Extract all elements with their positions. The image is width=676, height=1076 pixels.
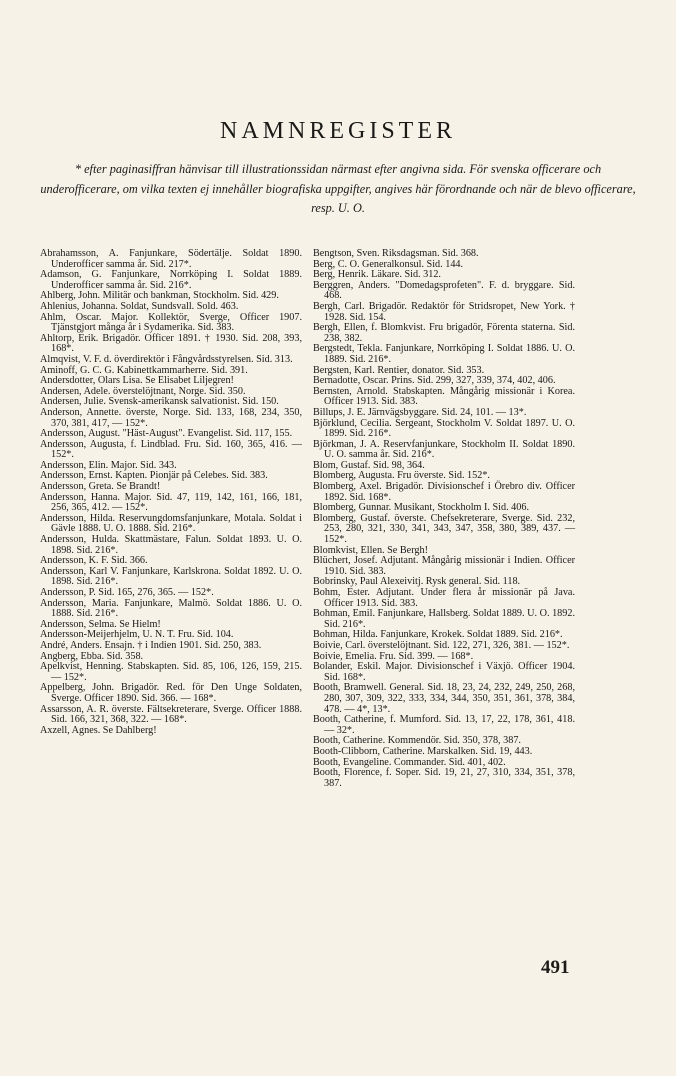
index-entry: Billups, J. E. Järnvägsbyggare. Sid. 24, 101. — 13*.	[313, 406, 527, 418]
index-entry: Bohman, Hilda. Fanjunkare, Krokek. Soldat 1889. Sid. 216*.	[313, 629, 563, 641]
index-entry: Bergsten, Karl. Rentier, donator. Sid. 353.	[313, 364, 485, 376]
index-entry: Andersson, August. "Häst-August". Evangelist. Sid. 117, 155.	[40, 428, 293, 440]
index-entry: Appelberg, John. Brigadör. Red. för Den Unge Soldaten, Sverge. Officer 1890. Sid. 366. — 168*.	[40, 682, 302, 704]
index-entry: Boivie, Emelia. Fru. Sid. 399. — 168*.	[313, 650, 474, 662]
index-entry: Andersson-Meijerhjelm, U. N. T. Fru. Sid. 104.	[40, 629, 234, 641]
index-entry: Andersson, K. F. Sid. 366.	[40, 555, 148, 567]
index-entry: Booth, Catherine. Kommendör. Sid. 350, 378, 387.	[313, 735, 521, 747]
index-entry: Bohman, Emil. Fanjunkare, Hallsberg. Soldat 1889. U. O. 1892. Sid. 216*.	[313, 608, 575, 630]
index-entry: Almqvist, V. F. d. överdirektör i Fångvårdsstyrelsen. Sid. 313.	[40, 353, 293, 365]
index-entry: Bohm, Ester. Adjutant. Under flera år missionär på Java. Officer 1913. Sid. 383.	[313, 587, 575, 609]
index-entry: Bergh, Carl. Brigadör. Redaktör för Stridsropet, New York. † 1928. Sid. 154.	[313, 300, 575, 323]
index-entry: Aminoff, G. C. G. Kabinettkammarherre. Sid. 391.	[40, 364, 248, 376]
index-entry: Booth-Clibborn, Catherine. Marskalken. Sid. 19, 443.	[313, 745, 533, 757]
index-entry: Abrahamsson, A. Fanjunkare, Södertälje. Soldat 1890. Underofficer samma år. Sid. 217*.	[40, 248, 302, 270]
index-entry: Booth, Evangeline. Commander. Sid. 401, 402.	[313, 756, 506, 768]
index-entry: Apelkvist, Henning. Stabskapten. Sid. 85, 106, 126, 159, 215. — 152*.	[40, 661, 302, 683]
index-entry: Bernsten, Arnold. Stabskapten. Mångårig missionär i Korea. Officer 1913. Sid. 383.	[313, 385, 575, 408]
index-entry: Bengtson, Sven. Riksdagsman. Sid. 368.	[313, 248, 479, 259]
index-column-right	[313, 249, 575, 789]
index-entry: Booth, Bramwell. General. Sid. 18, 23, 24, 232, 249, 250, 268, 280, 307, 309, 322, 333, 334, 344, 350, 351, 361, 378, 384, 478. — 4*, 13*.	[313, 682, 575, 715]
index-entry: Andersson, Augusta, f. Lindblad. Fru. Sid. 160, 365, 416. — 152*.	[40, 438, 302, 461]
index-entry: Bolander, Eskil. Major. Divisionschef i Växjö. Officer 1904. Sid. 168*.	[313, 661, 575, 683]
index-entry: Andersson, Elin. Major. Sid. 343.	[40, 459, 177, 471]
index-entry: Booth, Catherine, f. Mumford. Sid. 13, 17, 22, 178, 361, 418. — 32*.	[313, 714, 575, 736]
index-entry: Bergh, Ellen, f. Blomkvist. Fru brigadör, Förenta staterna. Sid. 238, 382.	[313, 322, 575, 344]
index-entry: Ahlm, Oscar. Major. Kollektör, Sverge, Officer 1907. Tjänstgjort många år i Sydamerika. Sid. 383.	[40, 311, 302, 334]
index-entry: Andersson, Greta. Se Brandt!	[40, 481, 161, 493]
page-title: NAMNREGISTER	[219, 118, 456, 144]
index-entry: Bobrinsky, Paul Alexeivitj. Rysk general. Sid. 118.	[313, 576, 521, 588]
page-number: 491	[541, 957, 570, 978]
index-entry: Ahlberg, John. Militär och bankman, Stockholm. Sid. 429.	[40, 290, 279, 302]
index-column-left	[40, 249, 302, 736]
index-entry: Björklund, Cecilia. Sergeant, Stockholm V. Soldat 1897. U. O. 1899. Sid. 216*.	[313, 417, 575, 440]
index-entry: Andersen, Julie. Svensk-amerikansk salvationist. Sid. 150.	[40, 396, 279, 408]
index-entry: Axzell, Agnes. Se Dahlberg!	[40, 724, 157, 736]
index-entry: Ahlenius, Johanna. Soldat, Sundsvall. Sold. 463.	[40, 300, 239, 312]
index-entry: Ahltorp, Erik. Brigadör. Officer 1891. † 1930. Sid. 208, 393, 168*.	[40, 332, 302, 355]
index-entry: Andersson, Karl V. Fanjunkare, Karlskrona. Soldat 1892. U. O. 1898. Sid. 216*.	[40, 565, 302, 588]
index-entry: Blomkvist, Ellen. Se Bergh!	[313, 544, 428, 556]
index-entry: Bernadotte, Oscar. Prins. Sid. 299, 327, 339, 374, 402, 406.	[313, 375, 556, 387]
index-entry: André, Anders. Ensajn. † i Indien 1901. Sid. 250, 383.	[40, 639, 262, 651]
index-entry: Assarsson, A. R. överste. Fältsekreterare, Sverge. Officer 1888. Sid. 166, 321, 368, 322. — 168*.	[40, 703, 302, 726]
index-entry: Berg, Henrik. Läkare. Sid. 312.	[313, 269, 441, 281]
index-entry: Blomberg, Gustaf. överste. Chefsekreterare, Sverge. Sid. 232, 253, 280, 321, 330, 341, 343, 347, 358, 380, 389, 437. — 152*.	[313, 512, 575, 546]
index-entry: Björkman, J. A. Reservfanjunkare, Stockholm II. Soldat 1890. U. O. samma år. Sid. 216*.	[313, 438, 575, 461]
index-entry: Andersson, Ernst. Kapten. Pionjär på Celebes. Sid. 383.	[40, 470, 268, 482]
index-entry: Blomberg, Gunnar. Musikant, Stockholm I. Sid. 406.	[313, 502, 530, 514]
index-entry: Blüchert, Josef. Adjutant. Mångårig missionär i Indien. Officer 1910. Sid. 383.	[313, 555, 575, 577]
index-entry: Berg, C. O. Generalkonsul. Sid. 144.	[313, 258, 464, 270]
index-entry: Andersdotter, Olars Lisa. Se Elisabet Liljegren!	[40, 375, 234, 387]
index-entry: Andersson, Hanna. Major. Sid. 47, 119, 142, 161, 166, 181, 256, 365, 412. — 152*.	[40, 491, 302, 514]
index-entry: Angberg, Ebba. Sid. 358.	[40, 650, 144, 662]
index-entry: Berggren, Anders. "Domedagsprofeten". F. d. bryggare. Sid. 468.	[313, 279, 575, 302]
index-entry: Boivie, Carl. överstelöjtnant. Sid. 122, 271, 326, 381. — 152*.	[313, 639, 570, 651]
index-entry: Booth, Florence, f. Soper. Sid. 19, 21, 27, 310, 334, 351, 378, 387.	[313, 767, 575, 789]
index-entry: Blomberg, Axel. Brigadör. Divisionschef i Örebro div. Officer 1892. Sid. 168*.	[313, 481, 575, 503]
index-entry: Blom, Gustaf. Sid. 98, 364.	[313, 459, 425, 471]
index-entry: Bergstedt, Tekla. Fanjunkare, Norrköping I. Soldat 1886. U. O. 1889. Sid. 216*.	[313, 343, 575, 365]
intro-note: * efter paginasiffran hänvisar till illustrationssidan närmast efter angivna sida. För svenska officerare och underofficerare, om vilka texten ej innehåller biografiska uppgifter, angives här förordnande och när de blevo officerare, resp. U. O.	[40, 162, 636, 215]
index-entry: Blomberg, Augusta. Fru överste. Sid. 152*.	[313, 470, 490, 482]
index-entry: Andersson, Maria. Fanjunkare, Malmö. Soldat 1886. U. O. 1888. Sid. 216*.	[40, 597, 302, 620]
index-entry: Adamson, G. Fanjunkare, Norrköping I. Soldat 1889. Underofficer samma år. Sid. 216*.	[40, 269, 302, 291]
index-entry: Andersson, P. Sid. 165, 276, 365. — 152*.	[40, 587, 214, 598]
index-entry: Andersson, Hulda. Skattmästare, Falun. Soldat 1893. U. O. 1898. Sid. 216*.	[40, 534, 302, 556]
index-entry: Andersson, Hilda. Reservungdomsfanjunkare, Motala. Soldat i Gävle 1888. U. O. 1888. Sid. 216*.	[40, 512, 302, 535]
index-entry: Andersen, Adele. överstelöjtnant, Norge. Sid. 350.	[40, 385, 246, 397]
index-entry: Andersson, Selma. Se Hielm!	[40, 618, 161, 630]
index-entry: Anderson, Annette. överste, Norge. Sid. 133, 168, 234, 350, 370, 381, 417, — 152*.	[40, 406, 302, 429]
